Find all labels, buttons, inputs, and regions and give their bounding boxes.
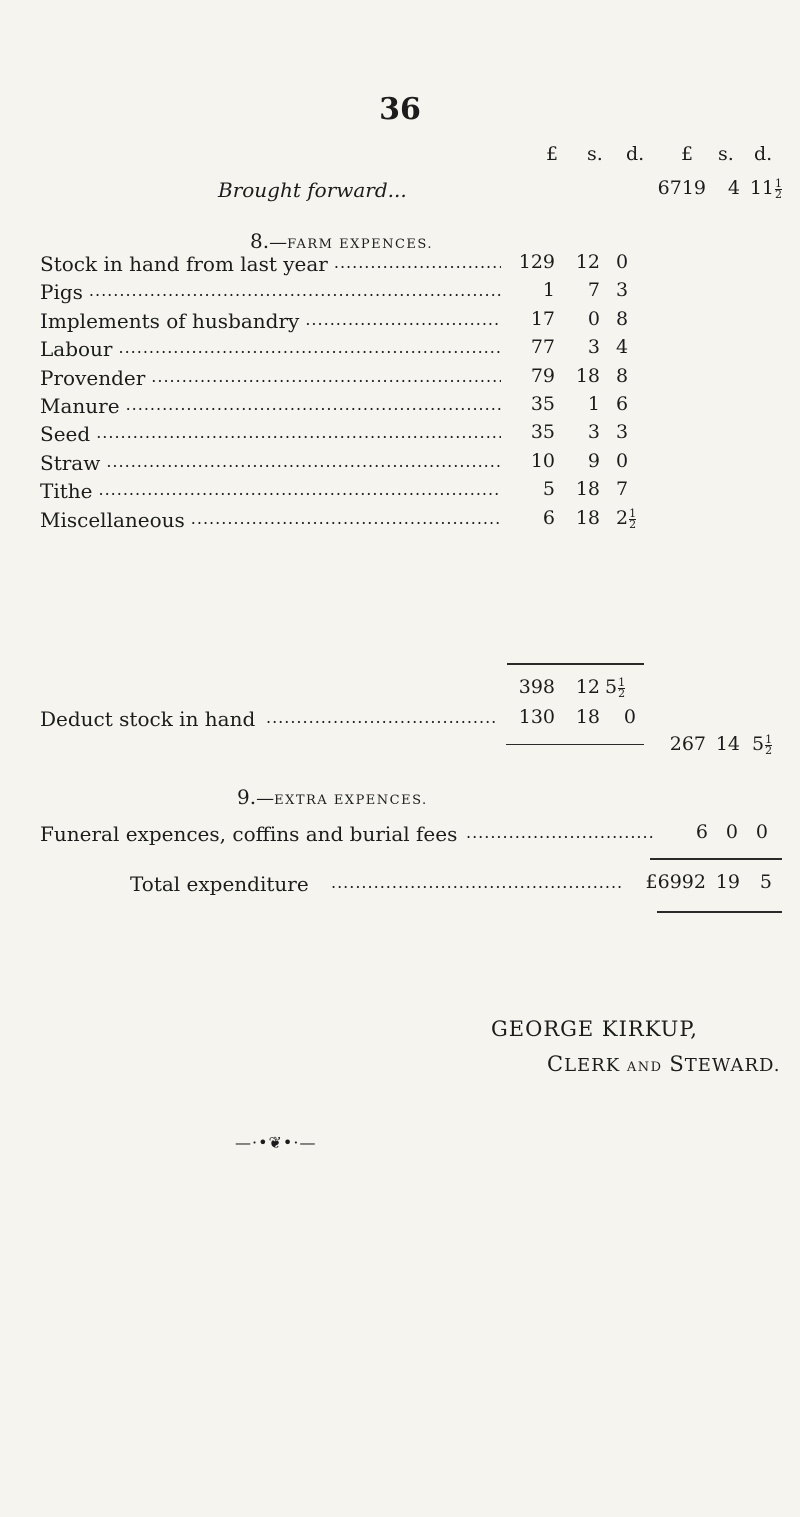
deduct-pounds: 130 (518, 706, 555, 728)
farm-item-label: Tithe (40, 479, 93, 503)
subtotal-rule (507, 663, 644, 665)
farm-item-pence: 6 (616, 393, 629, 415)
farm-item-pounds: 79 (530, 365, 555, 387)
farm-item-shillings: 3 (587, 421, 600, 443)
farm-item-label: Stock in hand from last year (40, 252, 328, 276)
farm-item-pence: 2 $\frac{1}{2}$ (616, 506, 637, 531)
total-double-rule (657, 911, 782, 913)
funeral-pence: 0 (755, 821, 768, 843)
farm-item-leader (83, 281, 505, 305)
farm-item-pence: 0 (616, 251, 629, 273)
farm-net-shillings: 14 (715, 733, 740, 755)
farm-item-pence: 8 (616, 365, 629, 387)
brought-forward-pounds: 6719 (657, 177, 706, 199)
farm-item-leader (93, 480, 506, 504)
farm-item-pounds: 1 (542, 279, 555, 301)
farm-net-pounds: 267 (669, 733, 706, 755)
farm-item-pounds: 10 (530, 450, 555, 472)
net-rule (506, 744, 644, 745)
section-8-heading: 8.—FARM EXPENCES. (250, 229, 433, 253)
farm-item-shillings: 1 (587, 393, 600, 415)
farm-item-label: Straw (40, 451, 101, 475)
farm-item-shillings: 3 (587, 336, 600, 358)
farm-item-pence: 7 (616, 478, 629, 500)
farm-item-pounds: 17 (530, 308, 555, 330)
funeral-label: Funeral expences, coffins and burial fees (40, 822, 458, 846)
farm-item-shillings: 18 (575, 478, 600, 500)
farm-item-pence: 0 (616, 450, 629, 472)
funeral-pounds: 6 (695, 821, 708, 843)
header-pound: £ (546, 143, 559, 165)
farm-item-shillings: 9 (587, 450, 600, 472)
farm-item-pounds: 129 (518, 251, 555, 273)
funeral-leader (460, 823, 660, 847)
header-shilling: s. (587, 143, 603, 165)
farm-item-shillings: 7 (587, 279, 600, 301)
deduct-leader (260, 708, 500, 732)
header-shilling-total: s. (718, 143, 734, 165)
farm-subtotal-pence: 5 $\frac{1}{2}$ (605, 675, 626, 700)
ornament-divider: —·•❦•·— (235, 1133, 317, 1152)
farm-item-pounds: 35 (530, 393, 555, 415)
farm-item-leader (113, 338, 506, 362)
farm-item-pence: 8 (616, 308, 629, 330)
farm-item-label: Manure (40, 394, 120, 418)
page-number: 36 (379, 92, 421, 127)
farm-item-shillings: 0 (587, 308, 600, 330)
farm-item-leader (90, 423, 505, 447)
brought-forward-pence: 11 $\frac{1}{2}$ (749, 176, 782, 201)
farm-item-leader (120, 395, 505, 419)
farm-item-label: Seed (40, 422, 91, 446)
total-pence: 5 (759, 871, 772, 893)
brought-forward-label: Brought forward... (218, 178, 407, 202)
farm-item-leader (328, 253, 505, 277)
brought-forward-shillings: 4 (727, 177, 740, 199)
farm-item-leader (299, 310, 505, 334)
farm-item-leader (145, 367, 505, 391)
farm-net-pence: 5 $\frac{1}{2}$ (752, 732, 773, 757)
farm-item-pounds: 35 (530, 421, 555, 443)
farm-item-shillings: 18 (575, 507, 600, 529)
header-pence: d. (626, 143, 645, 165)
farm-item-label: Implements of husbandry (40, 309, 300, 333)
farm-item-pounds: 77 (530, 336, 555, 358)
farm-item-pence: 4 (616, 336, 629, 358)
farm-item-label: Provender (40, 366, 146, 390)
total-leader (325, 873, 625, 897)
total-rule (650, 858, 782, 860)
farm-item-pence: 3 (616, 279, 629, 301)
signatory-name: GEORGE KIRKUP, (491, 1017, 698, 1041)
funeral-shillings: 0 (725, 821, 738, 843)
farm-item-shillings: 12 (575, 251, 600, 273)
total-label: Total expenditure (130, 872, 309, 896)
header-pound-total: £ (681, 143, 694, 165)
deduct-shillings: 18 (575, 706, 600, 728)
farm-item-shillings: 18 (575, 365, 600, 387)
farm-item-pence: 3 (616, 421, 629, 443)
farm-item-label: Labour (40, 337, 113, 361)
total-pounds: £6992 (645, 871, 706, 893)
farm-item-label: Miscellaneous (40, 508, 185, 532)
farm-item-pounds: 6 (542, 507, 555, 529)
farm-item-leader (185, 509, 505, 533)
farm-subtotal-pounds: 398 (518, 676, 555, 698)
deduct-label: Deduct stock in hand (40, 707, 256, 731)
farm-item-leader (100, 452, 505, 476)
signatory-title: CLERK AND STEWARD. (547, 1052, 781, 1076)
farm-item-label: Pigs (40, 280, 83, 304)
deduct-pence: 0 (623, 706, 636, 728)
farm-item-pounds: 5 (542, 478, 555, 500)
header-pence-total: d. (754, 143, 773, 165)
farm-subtotal-shillings: 12 (575, 676, 600, 698)
section-9-heading: 9.—EXTRA EXPENCES. (237, 785, 428, 809)
total-shillings: 19 (715, 871, 740, 893)
